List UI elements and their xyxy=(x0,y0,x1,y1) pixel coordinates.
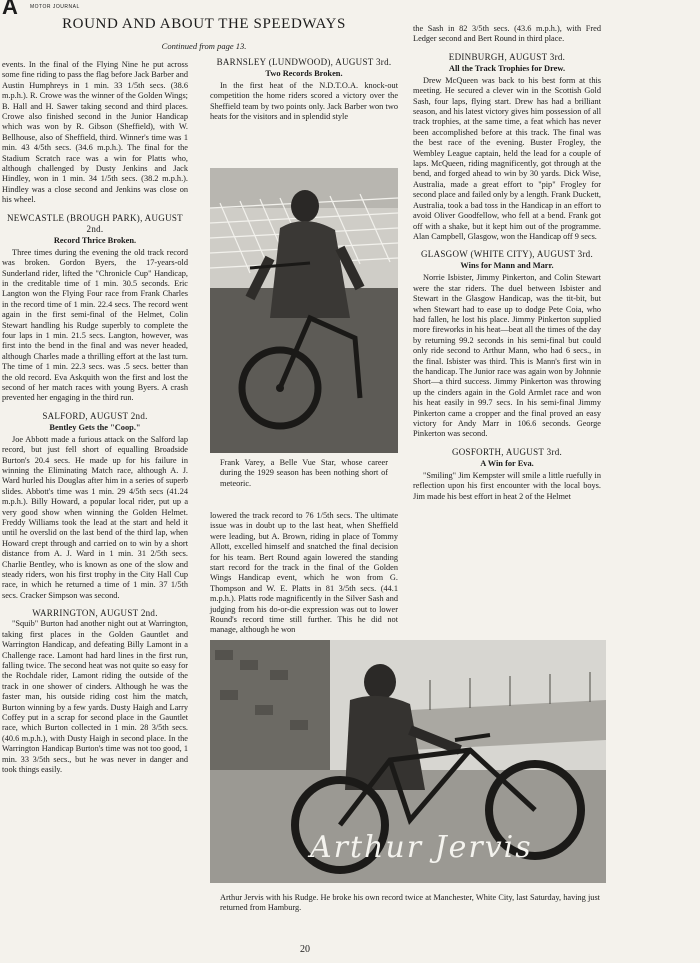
glasgow-heading: GLASGOW (WHITE CITY), AUGUST 3rd. xyxy=(420,249,594,260)
glasgow-text: Norrie Isbister, Jimmy Pinkerton, and Colin Stewart were the star riders. The duel between Isbister and Stewart in the Glasgow Handicap, was the tit-bit, but when Stewart had to ease up to dodge Pete Coia, who had fallen, he lost his place. Jimmy Pinkerton supplied more fireworks in his heat—beat all the times of the day by returning 99.2 seconds in his semi-final but could only ride second to Arthur Mann, who had 6 secs., in the final. Isbister was third. This is Mann's first win in the handicap. The Junior race was again won by Johnnie Short—a third success. Jimmy Pinkerton was throwing up the cinders again in the Gold Armlet race and won his heat easily in 99.7 secs. In his semi-final Jimmy Pinkerton came a cropper and the final proved an easy victory for Andy Marr in 106.6 seconds. George Pinkerton was second. xyxy=(413,273,601,439)
column-2 xyxy=(210,57,398,123)
page-number: 20 xyxy=(300,944,310,955)
edinburgh-text: Drew McQueen was back to his best form at this meeting. He secured a clever win in the Scottish Gold Sash, four laps, flying start. Drew has had a brilliant season, and his latest victory gives him possession of all track trophies, at the same time, a feat which has never been accomplished before at this track. The final was the best race of the evening. Buster Frogley, the Wembley League captain, held the lead for a couple of laps. McQueen, riding magnificently, got through at the bend, and forged ahead to win by 30 yards. Dick Wise, Australia, made a great effort to "pip" Frogley for second place and failed only by a length. Frank Duckett, Australia, took a bad toss in the Handicap in an effort to avoid Oliver Goodfellow, who fell at a bend. Frank got off with a shake, but it kept him out of the programme. Alan Campbell, Glasgow, won the Handicap off 9 secs. xyxy=(413,75,601,241)
column-3 xyxy=(413,24,601,502)
autograph-signature: Arthur Jervis xyxy=(310,830,533,865)
gosforth-heading: GOSFORTH, AUGUST 3rd. xyxy=(451,446,563,457)
photo-frank-varey xyxy=(210,168,398,453)
newcastle-subheading: Record Thrice Broken. xyxy=(53,235,137,245)
newcastle-heading: NEWCASTLE (BROUGH PARK), AUGUST 2nd. xyxy=(7,212,183,234)
col3-intro: the Sash in 82 3/5th secs. (43.6 m.p.h.), with Fred Ledger second and Bert Round in third place. xyxy=(413,24,601,44)
column-2-continued xyxy=(210,511,398,636)
barnsley-text-continued: lowered the track record to 76 1/5th secs. The ultimate issue was in doubt up to the last heat, when Sheffield were leading, but A. Brown, riding in place of Tommy Allott, excelled himself and snatched the final decision for his team. Bert Round again lowered the standing start record for the track in the final of the Golden Wings Handicap event, which he won from G. Thompson and W. E. Platts in 81 3/5th secs. (44.1 m.p.h.). Platts rode magnificently in the Silver Sash and judging from his do-or-die expression was out to lower Round's record time still further. This he did not manage, although he won xyxy=(210,511,398,635)
salford-text: Joe Abbott made a furious attack on the Salford lap record, but just fell short of equalling Broadside Burton's 20.4 secs. He made up for his failure in winning the Eliminating Match race, although A. J. Ward hurled his Douglas after him in a series of superb slides. Abbott's time was 1 min. 29 4/5th secs (41.24 m.p.h.). Billy Howard, a popular local rider, put up a very good show when winning the Golden Helmet. Freddy Williams took the lead at the start and held it until he overslid on the last bend of the third lap, when Howard crept through and carried on to win by a short distance from A. J. Ward in 1 min. 31 2/5th secs. Charlie Bentley, who is known as one of the slow and steady riders, won his first trophy in the City Hall Cup race, in which he returned a time of 1 min. 37 1/5th secs. Cracker Simpson was second. xyxy=(2,434,188,600)
photo-caption-varey: Frank Varey, a Belle Vue Star, whose career during the 1929 season has been nothing short of meteoric. xyxy=(220,458,388,488)
gosforth-text: "Smiling" Jim Kempster will smile a little ruefully in reflection upon his first encounter with the local boys. Jim made his best effort in heat 2 of the Helmet xyxy=(413,470,601,501)
continued-note: Continued from page 13. xyxy=(161,41,247,51)
photo-arthur-jervis xyxy=(210,640,606,883)
page-title: ROUND AND ABOUT THE SPEEDWAYS xyxy=(62,16,346,32)
column-1 xyxy=(2,60,188,775)
warrington-heading: WARRINGTON, AUGUST 2nd. xyxy=(32,608,158,619)
salford-subheading: Bentley Gets the "Coop." xyxy=(49,422,141,432)
photo-caption-jervis: Arthur Jervis with his Rudge. He broke his own record twice at Manchester, White City, last Saturday, having just returned from Hamburg. xyxy=(220,893,600,913)
edinburgh-subheading: All the Track Trophies for Drew. xyxy=(448,63,566,73)
rider-photo-illustration xyxy=(210,168,398,453)
salford-heading: SALFORD, AUGUST 2nd. xyxy=(42,410,148,421)
edinburgh-heading: EDINBURGH, AUGUST 3rd. xyxy=(448,51,566,62)
barnsley-heading: BARNSLEY (LUNDWOOD), AUGUST 3rd. xyxy=(216,57,392,67)
barnsley-subheading: Two Records Broken. xyxy=(265,69,343,78)
masthead-subtitle: MOTOR JOURNAL xyxy=(30,4,80,10)
col1-intro: events. In the final of the Flying Nine he put across some fine riding to pass the flag before Jack Barber and Austin Humphreys in 1 min. 33 1/5th secs. (38.6 m.p.h.). R. Crowe was the winner of the Golden Wings; B. Hall and H. Sawer taking second and third places. Crowe also finished second in the Junior Handicap which was won by R. Gibson (Sheffield), with W. Bellhouse, also of Sheffield, third. Winner's time was 1 min. 43 4/5th secs. (34.6 m.p.h.). The final for the Stadium Scratch race was a win for Platts who, although challenged by Dusty Jenkins and Jack Hindley, won in 1 min. 34 1/5th secs. (38.2 m.p.h.). Hindley was a close second and Jenkins was close on his wheel. xyxy=(2,60,188,205)
warrington-text: "Squib" Burton had another night out at Warrington, taking first places in the Golden Gauntlet and Warrington Handicap, and defeating Billy Lamont in a Challenge race. Lamont had hard lines in the first run, falling twice. The second heat was not quite so easy for the Rochdale rider, Lamont riding the outside of the track in one shower of cinders. Although he was the faster man, his outside riding cost him the match, Burton winning by a few yards. Dusty Haigh and Larry Coffey put in a scrap for second place in the Gauntlet race, which Burton collected in 1 min. 28 3/5th secs. (40.6 m.p.h.), with Dusty Haigh in second place. In the Warrington Handicap Burton's time was not too good, 1 min. 33 3/5th secs., but he was never in danger and took things easily. xyxy=(2,619,188,774)
masthead-letter: A xyxy=(2,0,17,16)
gosforth-subheading: A Win for Eva. xyxy=(480,458,534,468)
barnsley-text: In the first heat of the N.D.T.O.A. knock-out competition the home riders scored a victory over the Sheffield team by two points only. Jack Barber won two heats for the visitors and in splendid style xyxy=(210,81,398,122)
glasgow-subheading: Wins for Mann and Marr. xyxy=(460,261,554,271)
newcastle-text: Three times during the evening the old track record was broken. Gordon Byers, the 17-years-old Sunderland rider, lifted the "Chronicle Cup" Handicap, in the creditable time of 1 min. 30.5 seconds. Eric Langton won the Flying Four race from Frank Charles in the record time of 1 min. 22.4 secs. The record went again in the first semi-final of the Helmet, Colin Stewart handling his Rudge superbly to complete the four laps in 1 min. 21.5 secs. Langton, however, was first into the bend in the final and was never headed, although Charles made a thrilling effort at the last turn. The time of 1 min. 22.3 secs. was .5 secs. better than the old record. Eva Askquith won the first and lost the second of her match races with young Byers. A crash prevented her engaging in the third run. xyxy=(2,247,188,403)
